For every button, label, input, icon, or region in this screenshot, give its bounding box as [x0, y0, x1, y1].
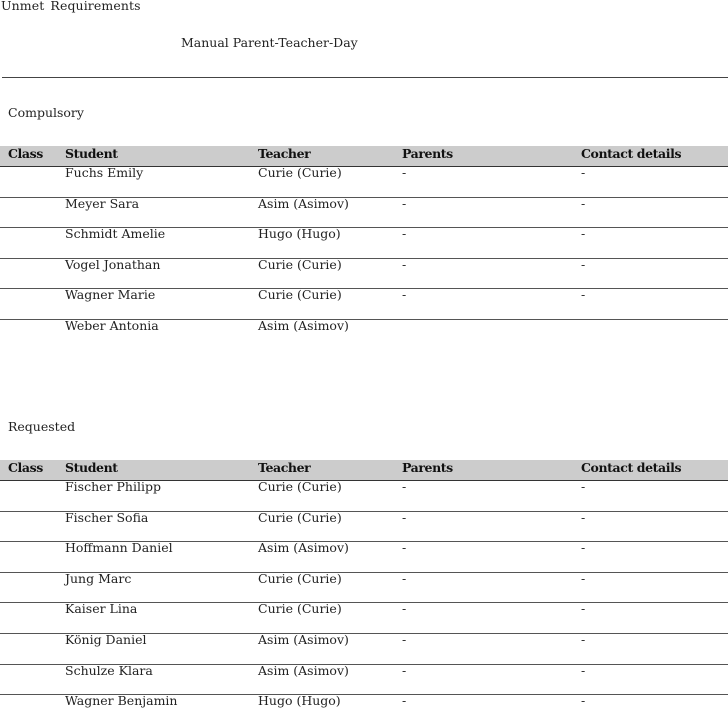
table-row: [0, 542, 728, 573]
table-body-compulsory: [0, 167, 728, 351]
teacher-cell: Curie (Curie): [258, 287, 342, 303]
student-cell: König Daniel: [65, 631, 147, 647]
teacher-cell: Asim (Asimov): [258, 662, 349, 678]
table-row: [0, 289, 728, 320]
table-body-requested: [0, 481, 728, 726]
contact-cell: -: [581, 226, 586, 242]
student-cell: Weber Antonia: [65, 317, 159, 333]
table-row: [0, 662, 728, 696]
column-header-contact: Contact details: [581, 146, 682, 161]
contact-cell: -: [581, 195, 586, 211]
table-row: [0, 256, 728, 290]
teacher-cell: Asim (Asimov): [258, 317, 349, 333]
contact-cell: -: [581, 479, 586, 494]
teacher-cell: Curie (Curie): [258, 509, 342, 525]
table-row: [0, 603, 728, 634]
contact-cell: -: [581, 570, 586, 586]
table-header-row: [0, 460, 728, 481]
section-title-requested: Requested: [8, 419, 76, 434]
column-header-contact: Contact details: [581, 460, 682, 475]
contact-cell: -: [581, 601, 586, 617]
student-cell: Schulze Klara: [65, 662, 153, 678]
table-row: [0, 228, 728, 259]
parents-cell: -: [402, 601, 407, 617]
teacher-cell: Curie (Curie): [258, 256, 342, 272]
student-cell: Fischer Sofia: [65, 509, 149, 525]
student-cell: Meyer Sara: [65, 195, 140, 211]
parents-cell: -: [402, 662, 407, 678]
student-cell: Fischer Philipp: [65, 479, 161, 494]
contact-cell: -: [581, 693, 586, 709]
report-heading: Unmet Requirements: [1, 0, 141, 13]
table-compulsory: [0, 146, 728, 351]
parents-cell: -: [402, 509, 407, 525]
column-header-class: Class: [8, 146, 43, 161]
parents-cell: -: [402, 570, 407, 586]
contact-cell: -: [581, 165, 586, 180]
contact-cell: -: [581, 631, 586, 647]
teacher-cell: Curie (Curie): [258, 601, 342, 617]
table-row: [0, 167, 728, 198]
student-cell: Schmidt Amelie: [65, 226, 166, 242]
parents-cell: -: [402, 287, 407, 303]
student-cell: Vogel Jonathan: [65, 256, 161, 272]
student-cell: Kaiser Lina: [65, 601, 138, 617]
parents-cell: -: [402, 479, 407, 494]
teacher-cell: Curie (Curie): [258, 570, 342, 586]
student-cell: Wagner Marie: [65, 287, 156, 303]
student-cell: Fuchs Emily: [65, 165, 144, 180]
table-row: [0, 570, 728, 604]
column-header-class: Class: [8, 460, 43, 475]
contact-cell: -: [581, 540, 586, 556]
parents-cell: -: [402, 693, 407, 709]
parents-cell: -: [402, 256, 407, 272]
teacher-cell: Asim (Asimov): [258, 540, 349, 556]
table-header-row: [0, 146, 728, 167]
parents-cell: -: [402, 631, 407, 647]
column-header-student: Student: [65, 460, 118, 475]
table-row: [0, 631, 728, 665]
table-requested: [0, 460, 728, 726]
column-header-teacher: Teacher: [258, 460, 311, 475]
contact-cell: -: [581, 287, 586, 303]
contact-cell: -: [581, 662, 586, 678]
parents-cell: -: [402, 165, 407, 180]
student-cell: Jung Marc: [65, 570, 132, 586]
teacher-cell: Hugo (Hugo): [258, 693, 341, 709]
teacher-cell: Curie (Curie): [258, 479, 342, 494]
table-row: [0, 695, 728, 726]
teacher-cell: Curie (Curie): [258, 165, 342, 180]
parents-cell: -: [402, 540, 407, 556]
report-subtitle: Manual Parent-Teacher-Day: [181, 35, 358, 50]
contact-cell: -: [581, 509, 586, 525]
table-row: [0, 509, 728, 543]
contact-cell: -: [581, 256, 586, 272]
section-title-compulsory: Compulsory: [8, 105, 84, 120]
student-cell: Wagner Benjamin: [65, 693, 178, 709]
parents-cell: -: [402, 226, 407, 242]
teacher-cell: Asim (Asimov): [258, 631, 349, 647]
teacher-cell: Hugo (Hugo): [258, 226, 341, 242]
column-header-parents: Parents: [402, 460, 453, 475]
column-header-student: Student: [65, 146, 118, 161]
column-header-teacher: Teacher: [258, 146, 311, 161]
header-divider: [2, 77, 728, 78]
column-header-parents: Parents: [402, 146, 453, 161]
student-cell: Hoffmann Daniel: [65, 540, 173, 556]
table-row: [0, 481, 728, 512]
teacher-cell: Asim (Asimov): [258, 195, 349, 211]
table-row: [0, 317, 728, 351]
parents-cell: -: [402, 195, 407, 211]
table-row: [0, 195, 728, 229]
